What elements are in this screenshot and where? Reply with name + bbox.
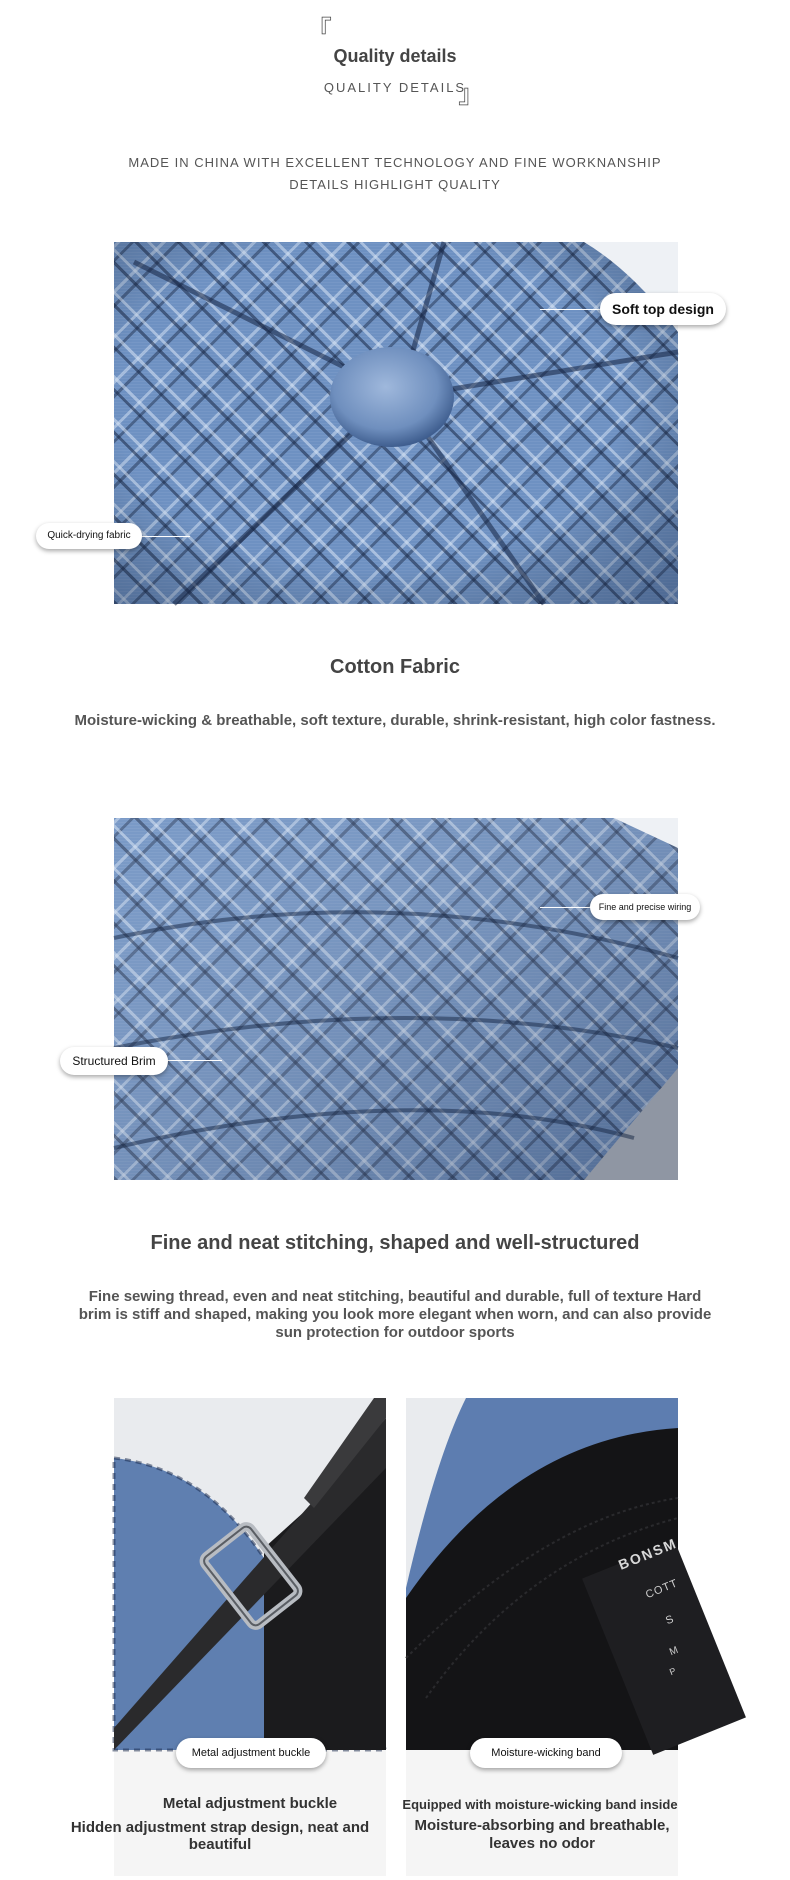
cap-top-photo <box>114 242 678 604</box>
tag-text-2: COTT <box>644 1577 680 1602</box>
band-description-line-2: leaves no odor <box>489 1835 595 1852</box>
band-illustration <box>406 1398 678 1750</box>
buckle-illustration <box>114 1398 386 1750</box>
pill-metal-adjustment-buckle: Metal adjustment buckle <box>176 1738 326 1768</box>
pill-moisture-wicking-band: Moisture-wicking band <box>470 1738 622 1768</box>
section2-description-line-3: sun protection for outdoor sports <box>275 1324 515 1341</box>
section2-description-line-2: brim is stiff and shaped, making you look more elegant when worn, and can also provide <box>78 1306 712 1323</box>
intro-line-2: DETAILS HIGHLIGHT QUALITY <box>289 177 501 192</box>
cap-top-illustration <box>114 242 678 604</box>
tag-text-1: BONSM <box>616 1534 680 1573</box>
tag-text-3: S <box>664 1613 676 1628</box>
buckle-title: Metal adjustment buckle <box>162 1795 338 1812</box>
intro-line-1: MADE IN CHINA WITH EXCELLENT TECHNOLOGY AND FINE WORKNANSHIP <box>128 155 662 170</box>
label-structured-brim: Structured Brim <box>60 1047 168 1075</box>
band-description-line-1: Moisture-absorbing and breathable, <box>414 1817 670 1834</box>
cap-brim-photo <box>114 818 678 1180</box>
section2-title: Fine and neat stitching, shaped and well-structured <box>150 1232 640 1254</box>
page-title: Quality details <box>333 46 457 66</box>
section2-description-line-1: Fine sewing thread, even and neat stitching, beautiful and durable, full of texture Hard <box>88 1288 702 1305</box>
cap-brim-illustration <box>114 818 678 1180</box>
leader-line-soft-top <box>540 309 602 310</box>
buckle-description: Hidden adjustment strap design, neat and beautiful <box>70 1819 370 1853</box>
label-fine-precise-wiring: Fine and precise wiring <box>590 894 700 920</box>
bracket-close: 』 <box>458 80 485 110</box>
tag-text-5: P <box>668 1665 678 1678</box>
cap-button <box>330 347 454 447</box>
bracket-open: 『 <box>306 16 333 46</box>
leader-line-structured-brim <box>164 1060 222 1061</box>
label-quick-drying-fabric: Quick-drying fabric <box>36 523 142 549</box>
page-subtitle: QUALITY DETAILS <box>323 80 467 95</box>
leader-line-precise-wiring <box>540 907 596 908</box>
band-photo <box>406 1398 678 1750</box>
buckle-photo <box>114 1398 386 1750</box>
section1-description: Moisture-wicking & breathable, soft texture, durable, shrink-resistant, high color fastness. <box>74 712 716 729</box>
label-soft-top-design: Soft top design <box>600 293 726 325</box>
band-title: Equipped with moisture-wicking band inside <box>402 1797 678 1812</box>
leader-line-quick-drying <box>140 536 190 537</box>
tag-text-4: M <box>668 1644 680 1659</box>
section1-title: Cotton Fabric <box>330 656 460 678</box>
